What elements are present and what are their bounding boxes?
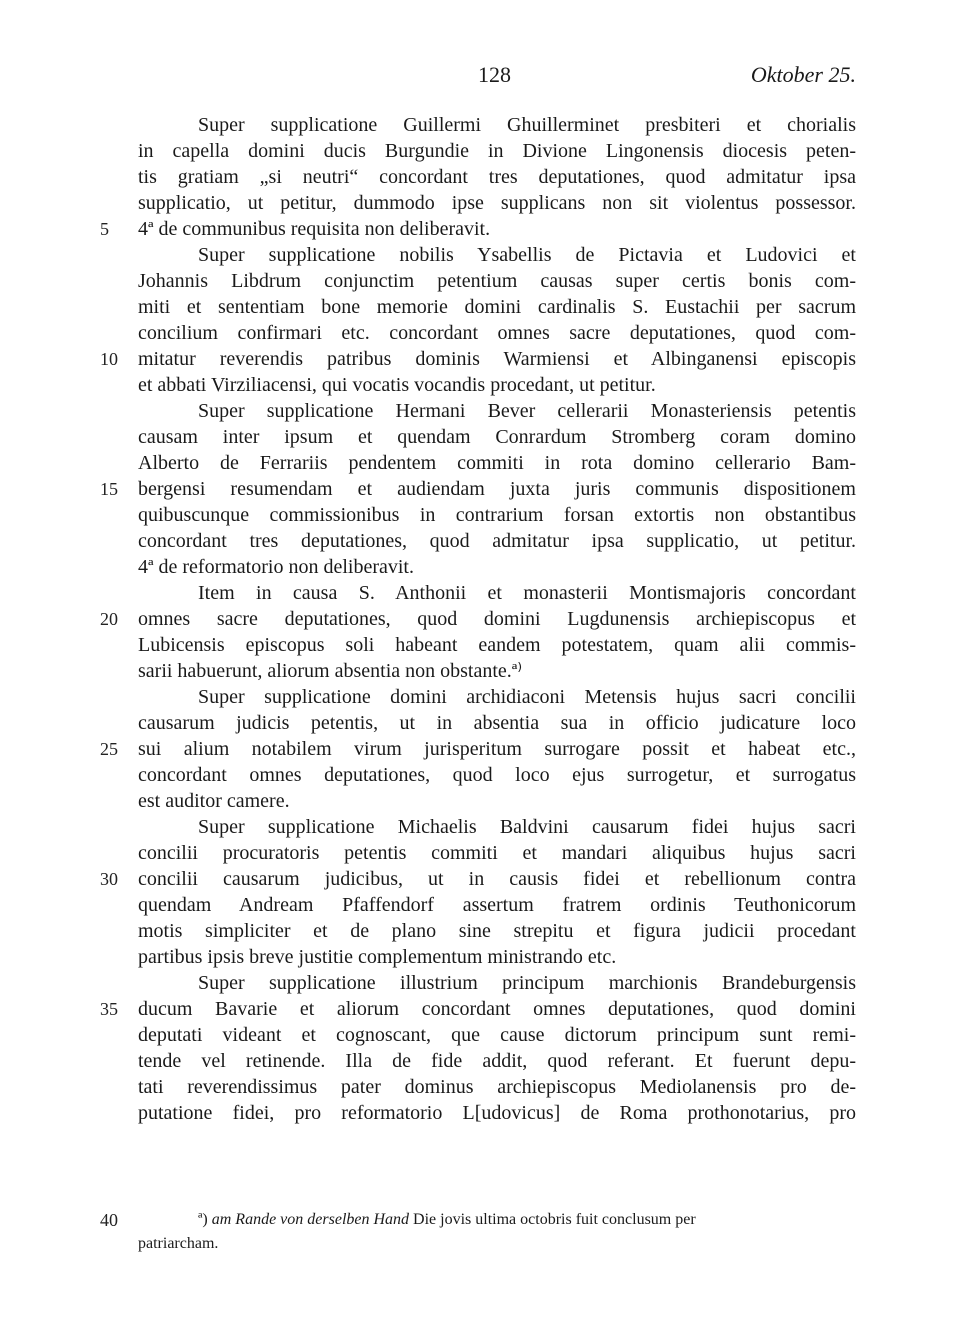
text-line [100, 866, 856, 892]
text-line [138, 788, 856, 814]
text-line [138, 632, 856, 658]
text-line [138, 112, 856, 138]
text-line [138, 450, 856, 476]
footnote-continuation: patriarcham. [138, 1235, 219, 1252]
line-text: causarum judicis petentis, ut in absentia sua in officio judicature loco [138, 712, 856, 734]
text-line [138, 294, 856, 320]
line-text: quendam Andream Pfaffendorf assertum fratrem ordinis Teuthonicorum [138, 894, 856, 916]
line-number: 20 [100, 609, 118, 629]
text-line [138, 684, 856, 710]
text-line [138, 1048, 856, 1074]
line-text: concordant tres deputationes, quod admitatur ipsa supplicatio, ut petitur. [138, 530, 856, 552]
text-line [138, 320, 856, 346]
running-title: Oktober 25. [750, 62, 856, 87]
text-line [138, 190, 856, 216]
line-text: 4ª de communibus requisita non deliberavit. [138, 218, 491, 240]
text-line [138, 424, 856, 450]
line-text: 4ª de reformatorio non deliberavit. [138, 556, 414, 578]
text-line [138, 502, 856, 528]
text-line [138, 762, 856, 788]
line-text: Super supplicatione nobilis Ysabellis de Pictavia et Ludovici et [198, 244, 856, 266]
line-text: miti et sententiam bone memorie domini cardinalis S. Eustachii per sacrum [138, 296, 856, 318]
main-text [100, 112, 856, 1126]
line-text: concilii causarum judicibus, ut in causis fidei et rebellionum contra [138, 868, 856, 890]
line-number: 35 [100, 999, 118, 1019]
text-line [138, 892, 856, 918]
line-text: deputati videant et cognoscant, que cause dictorum principum sunt remi- [138, 1024, 856, 1046]
line-text: Item in causa S. Anthonii et monasterii Montismajoris concordant [198, 582, 856, 604]
line-text: est auditor camere. [138, 790, 290, 812]
text-line [138, 970, 856, 996]
text-line [138, 840, 856, 866]
text-line [138, 1074, 856, 1100]
line-text: Super supplicatione domini archidiaconi Metensis hujus sacri concilii [198, 686, 856, 708]
line-number: 15 [100, 479, 118, 499]
text-line [100, 736, 856, 762]
line-number: 5 [100, 219, 109, 239]
line-text: causam inter ipsum et quendam Conrardum Stromberg coram domino [138, 426, 856, 448]
line-number: 10 [100, 349, 118, 369]
line-text: supplicatio, ut petitur, dummodo ipse supplicans non sit violentus possessor. [138, 192, 856, 214]
text-line [138, 814, 856, 840]
text-line [138, 372, 856, 398]
footnote-line [100, 1208, 856, 1232]
text-line [138, 528, 856, 554]
footnote-marker: ª) [198, 1211, 208, 1228]
line-text: motis simpliciter et de plano sine strepitu et figura judicii procedant [138, 920, 856, 942]
text-line [138, 658, 856, 684]
text-line [138, 398, 856, 424]
text-line [100, 476, 856, 502]
line-text: bergensi resumendam et audiendam juxta juris communis dispositionem [138, 478, 856, 500]
line-text: Super supplicatione Guillermi Ghuillerminet presbiteri et chorialis [198, 114, 856, 136]
line-text: concordant omnes deputationes, quod loco ejus surrogetur, et surrogatus [138, 764, 856, 786]
page-header [138, 62, 856, 94]
line-text: Alberto de Ferrariis pendentem commiti in rota domino cellerario Bam- [138, 452, 856, 474]
text-line [100, 216, 856, 242]
line-text: tis gratiam „si neutri“ concordant tres deputationes, quod admitatur ipsa [138, 166, 856, 188]
text-line [138, 164, 856, 190]
text-line [100, 996, 856, 1022]
text-line [138, 580, 856, 606]
page-number: 128 [478, 62, 511, 87]
line-text: tati reverendissimus pater dominus archiepiscopus Mediolanensis pro de- [138, 1076, 856, 1098]
line-number: 40 [100, 1210, 118, 1230]
line-text: et abbati Virziliacensi, qui vocatis vocandis procedant, ut petitur. [138, 374, 656, 396]
text-line [138, 710, 856, 736]
line-text: quibuscunque commissionibus in contrarium forsan extortis non obstantibus [138, 504, 856, 526]
footnote-italic: am Rande von derselben Hand [211, 1211, 410, 1228]
line-number: 25 [100, 739, 118, 759]
line-text: Super supplicatione illustrium principum marchionis Brandeburgensis [198, 972, 856, 994]
line-text: mitatur reverendis patribus dominis Warmiensi et Albinganensi episcopis [138, 348, 856, 370]
text-line [138, 944, 856, 970]
line-text: Super supplicatione Michaelis Baldvini causarum fidei hujus sacri [198, 816, 856, 838]
text-line [100, 606, 856, 632]
line-text: putatione fidei, pro reformatorio L[udovicus] de Roma prothonotarius, pro [138, 1102, 856, 1124]
line-text: omnes sacre deputationes, quod domini Lugdunensis archiepiscopus et [138, 608, 856, 630]
line-text: concilii procuratoris petentis commiti et mandari aliquibus hujus sacri [138, 842, 856, 864]
text-line [138, 1022, 856, 1048]
line-text: tende vel retinende. Illa de fide addit, quod referant. Et fuerunt depu- [138, 1050, 856, 1072]
line-text: partibus ipsis breve justitie complementum ministrando etc. [138, 946, 617, 968]
line-number: 30 [100, 869, 118, 889]
line-text: ducum Bavarie et aliorum concordant omnes deputationes, quod domini [138, 998, 856, 1020]
text-line [138, 242, 856, 268]
text-line [138, 268, 856, 294]
line-text: sarii habuerunt, aliorum absentia non obstante.ª⁾ [138, 660, 523, 682]
footnote [100, 1208, 856, 1256]
line-text: Lubicensis episcopus soli habeant eandem potestatem, quam alii commis- [138, 634, 856, 656]
line-text: Super supplicatione Hermani Bever cellerarii Monasteriensis petentis [198, 400, 856, 422]
text-line [138, 1100, 856, 1126]
line-text: in capella domini ducis Burgundie in Divione Lingonensis diocesis peten- [138, 140, 856, 162]
text-line [138, 918, 856, 944]
line-text: Johannis Libdrum conjunctim petentium causas super certis bonis com- [138, 270, 856, 292]
text-line [138, 554, 856, 580]
line-text: sui alium notabilem virum jurisperitum surrogare possit et habeat etc., [138, 738, 856, 760]
text-line [138, 138, 856, 164]
footnote-continuation-line [138, 1232, 856, 1256]
footnote-text: Die jovis ultima octobris fuit conclusum per [413, 1211, 696, 1228]
line-text: concilium confirmari etc. concordant omnes sacre deputationes, quod com- [138, 322, 856, 344]
text-line [100, 346, 856, 372]
